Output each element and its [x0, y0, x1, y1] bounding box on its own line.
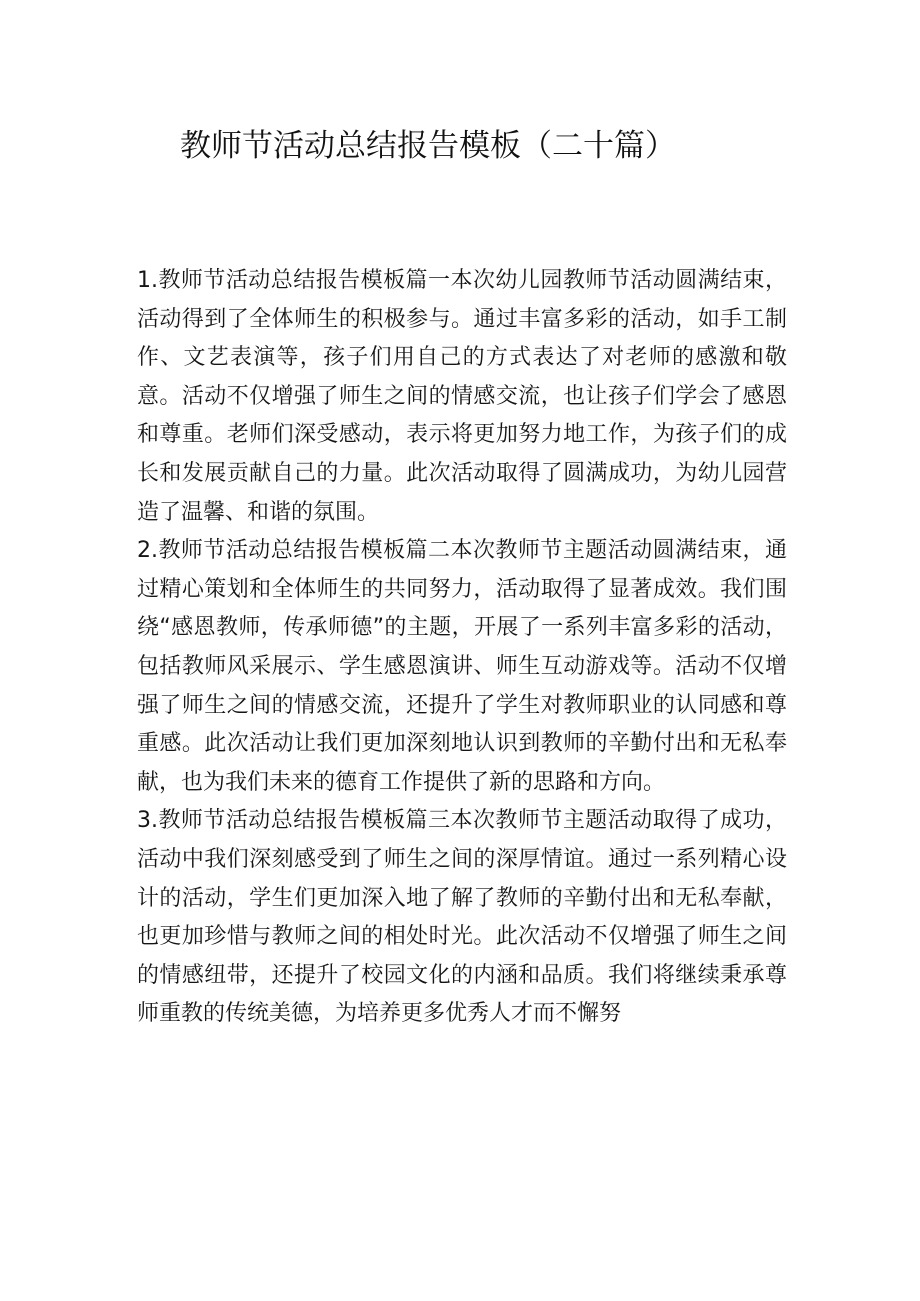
document-title: 教师节活动总结报告模板（二十篇）	[180, 128, 676, 164]
paragraph-1: 1.教师节活动总结报告模板篇一本次幼儿园教师节活动圆满结束，活动得到了全体师生的积极参与。通过丰富多彩的活动，如手工制作、文艺表演等，孩子们用自己的方式表达了对老师的感激和敬意。活动不仅增强了师生之间的情感交流，也让孩子们学会了感恩和尊重。老师们深受感动，表示将更加努力地工作，为孩子们的成长和发展贡献自己的力量。此次活动取得了圆满成功，为幼儿园营造了温馨、和谐的氛围。	[137, 268, 787, 525]
paragraph-3: 3.教师节活动总结报告模板篇三本次教师节主题活动取得了成功，活动中我们深刻感受到了师生之间的深厚情谊。通过一系列精心设计的活动，学生们更加深入地了解了教师的辛勤付出和无私奉献，也更加珍惜与教师之间的相处时光。此次活动不仅增强了师生之间的情感纽带，还提升了校园文化的内涵和品质。我们将继续秉承尊师重教的传统美德，为培养更多优秀人才而不懈努	[137, 808, 787, 1027]
paragraph-2: 2.教师节活动总结报告模板篇二本次教师节主题活动圆满结束，通过精心策划和全体师生的共同努力，活动取得了显著成效。我们围绕“感恩教师，传承师德”的主题，开展了一系列丰富多彩的活动，包括教师风采展示、学生感恩演讲、师生互动游戏等。活动不仅增强了师生之间的情感交流，还提升了学生对教师职业的认同感和尊重感。此次活动让我们更加深刻地认识到教师的辛勤付出和无私奉献，也为我们未来的德育工作提供了新的思路和方向。	[137, 538, 787, 795]
document-body	[137, 262, 787, 1034]
